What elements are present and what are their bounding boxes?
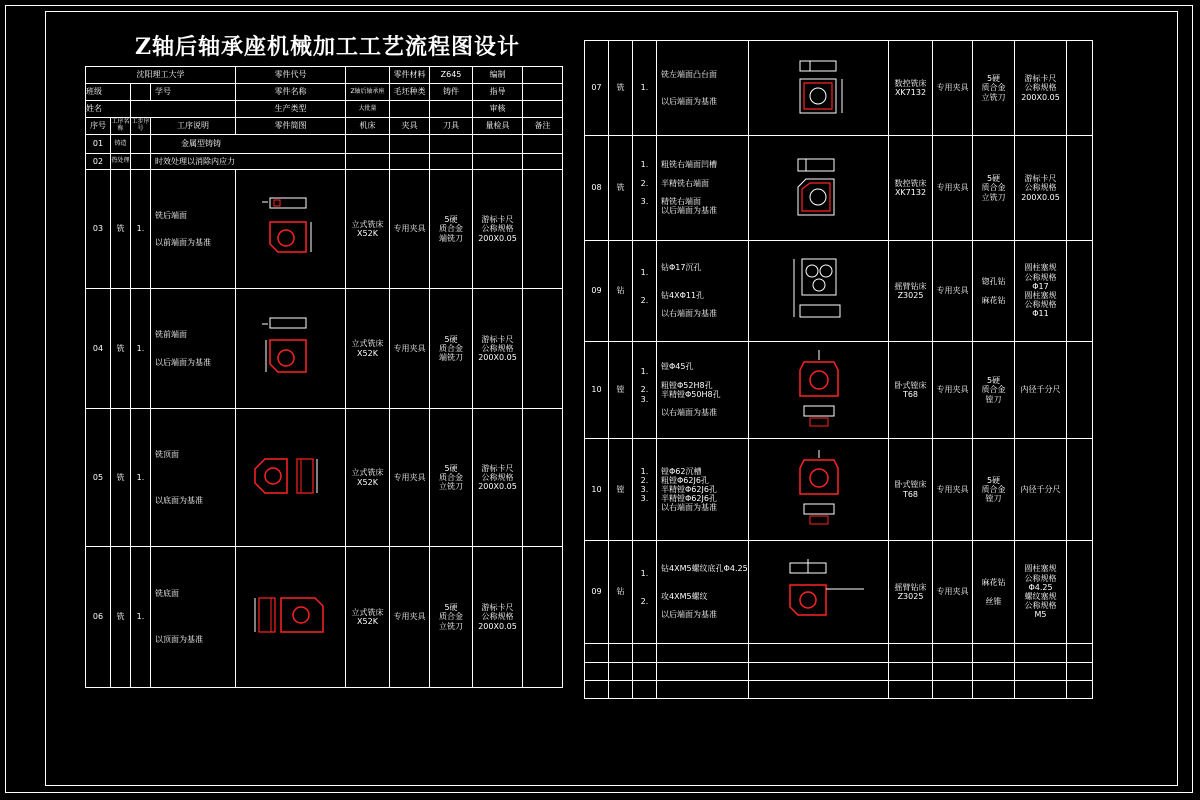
row-desc: 金属型铸铸 bbox=[151, 135, 346, 154]
guide-label: 指导 bbox=[473, 84, 523, 101]
table-row bbox=[585, 439, 1093, 541]
part-sketch-03 bbox=[256, 194, 326, 264]
row-name: 铣 bbox=[111, 289, 131, 409]
row-desc: 钻Φ17沉孔 钻4XΦ11孔 以右端面为基准 bbox=[657, 241, 749, 342]
row-tool: 5硬 质合金 端铣刀 bbox=[430, 170, 473, 289]
table-row bbox=[585, 541, 1093, 644]
row-tool: 5硬 质合金 立铣刀 bbox=[973, 41, 1015, 136]
row-no: 09 bbox=[585, 541, 609, 644]
row-fixture: 专用夹具 bbox=[933, 136, 973, 241]
row-step: 1. bbox=[131, 409, 151, 547]
row-no: 09 bbox=[585, 241, 609, 342]
part-sketch-07 bbox=[774, 53, 864, 123]
row-desc: 钻4XM5螺纹底孔Φ4.25 攻4XM5螺纹 以后端面为基准 bbox=[657, 541, 749, 644]
table-row bbox=[86, 547, 563, 688]
part-sketch bbox=[749, 541, 889, 644]
row-no: 08 bbox=[585, 136, 609, 241]
row-name: 镗 bbox=[609, 439, 633, 541]
row-tool: 5硬 质合金 立铣刀 bbox=[430, 409, 473, 547]
row-desc: 铣底面 以顶面为基准 bbox=[151, 547, 236, 688]
row-machine: 摇臂钻床 Z3025 bbox=[889, 541, 933, 644]
row-desc: 铣后端面 以前端面为基准 bbox=[151, 170, 236, 289]
row-machine: 立式铣床 X52K bbox=[346, 170, 390, 289]
part-sketch-10a bbox=[774, 348, 864, 432]
part-name-label: 零件名称 bbox=[236, 84, 346, 101]
row-fixture: 专用夹具 bbox=[390, 409, 430, 547]
row-machine: 数控铣床 XK7132 bbox=[889, 136, 933, 241]
row-tool: 锪孔钻 麻花钻 bbox=[973, 241, 1015, 342]
part-sketch-10b bbox=[774, 448, 864, 532]
row-measure: 游标卡尺 公称规格 200X0.05 bbox=[473, 547, 523, 688]
row-desc: 铣左端面凸台面 以后端面为基准 bbox=[657, 41, 749, 136]
empty-row bbox=[585, 644, 1093, 663]
row-step: 1. 2. 3. 3. bbox=[633, 439, 657, 541]
row-no: 07 bbox=[585, 41, 609, 136]
part-name-value: Z轴后轴承座 bbox=[346, 84, 390, 101]
part-sketch-04 bbox=[256, 314, 326, 384]
row-measure: 游标卡尺 公称规格 200X0.05 bbox=[473, 409, 523, 547]
row-tool: 5硬 质合金 端铣刀 bbox=[430, 289, 473, 409]
table-row bbox=[585, 136, 1093, 241]
part-sketch bbox=[236, 409, 346, 547]
part-sketch-06 bbox=[251, 592, 331, 642]
row-step: 1. 2. bbox=[633, 541, 657, 644]
col-sketch: 零件简图 bbox=[236, 118, 346, 135]
row-step: 1. bbox=[131, 170, 151, 289]
row-step: 1. 2. 3. bbox=[633, 136, 657, 241]
row-no: 02 bbox=[86, 154, 111, 170]
row-tool: 5硬 质合金 镗刀 bbox=[973, 342, 1015, 439]
part-sketch bbox=[749, 241, 889, 342]
row-step: 1. bbox=[633, 41, 657, 136]
col-tool: 刀具 bbox=[430, 118, 473, 135]
col-no: 序号 bbox=[86, 118, 111, 135]
table-row bbox=[86, 170, 563, 289]
part-sketch bbox=[749, 439, 889, 541]
row-name: 铣 bbox=[111, 547, 131, 688]
drawn-label: 编制 bbox=[473, 67, 523, 84]
row-machine: 卧式镗床 T68 bbox=[889, 439, 933, 541]
blank-value: 铸件 bbox=[430, 84, 473, 101]
row-measure: 游标卡尺 公称规格 200X0.05 bbox=[473, 170, 523, 289]
column-header-row bbox=[86, 118, 563, 135]
row-desc: 铣前端面 以后端面为基准 bbox=[151, 289, 236, 409]
empty-row bbox=[585, 681, 1093, 699]
row-fixture: 专用夹具 bbox=[933, 541, 973, 644]
process-table-left bbox=[85, 66, 563, 688]
school-name: 沈阳理工大学 bbox=[86, 67, 236, 84]
row-name: 铣 bbox=[609, 136, 633, 241]
row-fixture: 专用夹具 bbox=[390, 289, 430, 409]
part-sketch bbox=[236, 289, 346, 409]
part-sketch bbox=[749, 342, 889, 439]
part-sketch-09a bbox=[774, 251, 864, 331]
row-fixture: 专用夹具 bbox=[390, 547, 430, 688]
table-row bbox=[86, 289, 563, 409]
part-sketch bbox=[749, 136, 889, 241]
row-desc: 铣顶面 以底面为基准 bbox=[151, 409, 236, 547]
row-name: 铣 bbox=[111, 170, 131, 289]
empty-row bbox=[585, 663, 1093, 681]
row-desc: 时效处理以消除内应力 bbox=[151, 154, 346, 170]
row-fixture: 专用夹具 bbox=[390, 170, 430, 289]
row-machine: 立式铣床 X52K bbox=[346, 289, 390, 409]
col-machine: 机床 bbox=[346, 118, 390, 135]
col-remark: 备注 bbox=[523, 118, 563, 135]
row-measure: 游标卡尺 公称规格 200X0.05 bbox=[1015, 41, 1067, 136]
row-name: 铸造 bbox=[111, 135, 131, 154]
part-sketch bbox=[749, 41, 889, 136]
row-name: 铣 bbox=[111, 409, 131, 547]
row-step: 1. 2. bbox=[633, 241, 657, 342]
row-fixture: 专用夹具 bbox=[933, 41, 973, 136]
row-machine: 卧式镗床 T68 bbox=[889, 342, 933, 439]
part-sketch-08 bbox=[774, 153, 864, 223]
col-step: 工步序号 bbox=[131, 118, 151, 135]
name-label: 姓名 bbox=[86, 101, 131, 118]
table-row bbox=[86, 135, 563, 154]
row-machine: 数控铣床 XK7132 bbox=[889, 41, 933, 136]
blank-label: 毛坯种类 bbox=[390, 84, 430, 101]
row-name: 镗 bbox=[609, 342, 633, 439]
row-tool: 5硬 质合金 立铣刀 bbox=[430, 547, 473, 688]
row-desc: 粗铣右端面凹槽 半精铣右端面 精铣右端面 以后端面为基准 bbox=[657, 136, 749, 241]
row-fixture: 专用夹具 bbox=[933, 439, 973, 541]
row-measure: 内径千分尺 bbox=[1015, 342, 1067, 439]
row-name: 钻 bbox=[609, 541, 633, 644]
part-sketch bbox=[236, 547, 346, 688]
material-value: Z645 bbox=[430, 67, 473, 84]
row-desc: 镗Φ45孔 粗镗Φ52H8孔 半精镗Φ50H8孔 以右端面为基准 bbox=[657, 342, 749, 439]
row-machine: 摇臂钻床 Z3025 bbox=[889, 241, 933, 342]
part-sketch-09b bbox=[764, 557, 874, 627]
row-measure: 圆柱塞规 公称规格 Φ4.25 螺纹塞规 公称规格 M5 bbox=[1015, 541, 1067, 644]
row-tool: 麻花钻 丝锥 bbox=[973, 541, 1015, 644]
row-measure: 圆柱塞规 公称规格 Φ17 圆柱塞规 公称规格 Φ11 bbox=[1015, 241, 1067, 342]
student-no-label: 学号 bbox=[151, 84, 236, 101]
row-name: 热处理 bbox=[111, 154, 131, 170]
row-name: 铣 bbox=[609, 41, 633, 136]
col-measure: 量检具 bbox=[473, 118, 523, 135]
table-row bbox=[585, 342, 1093, 439]
table-row bbox=[86, 409, 563, 547]
row-no: 03 bbox=[86, 170, 111, 289]
row-tool: 5硬 质合金 镗刀 bbox=[973, 439, 1015, 541]
row-no: 04 bbox=[86, 289, 111, 409]
row-step: 1. 2. 3. bbox=[633, 342, 657, 439]
row-step: 1. bbox=[131, 289, 151, 409]
part-sketch-05 bbox=[251, 453, 331, 503]
row-measure: 内径千分尺 bbox=[1015, 439, 1067, 541]
row-fixture: 专用夹具 bbox=[933, 342, 973, 439]
row-no: 06 bbox=[86, 547, 111, 688]
table-row bbox=[585, 41, 1093, 136]
row-measure: 游标卡尺 公称规格 200X0.05 bbox=[1015, 136, 1067, 241]
production-label: 生产类型 bbox=[236, 101, 346, 118]
material-label: 零件材料 bbox=[390, 67, 430, 84]
row-machine: 立式铣床 X52K bbox=[346, 409, 390, 547]
row-step: 1. bbox=[131, 547, 151, 688]
class-label: 班级 bbox=[86, 84, 131, 101]
row-no: 01 bbox=[86, 135, 111, 154]
row-no: 10 bbox=[585, 439, 609, 541]
row-tool: 5硬 质合金 立铣刀 bbox=[973, 136, 1015, 241]
col-name: 工序名称 bbox=[111, 118, 131, 135]
process-table-right bbox=[584, 40, 1093, 699]
col-desc: 工序说明 bbox=[151, 118, 236, 135]
check-label: 审核 bbox=[473, 101, 523, 118]
row-name: 钻 bbox=[609, 241, 633, 342]
page-title: Z轴后轴承座机械加工工艺流程图设计 bbox=[135, 34, 521, 60]
part-code-label: 零件代号 bbox=[236, 67, 346, 84]
table-row bbox=[86, 154, 563, 170]
row-measure: 游标卡尺 公称规格 200X0.05 bbox=[473, 289, 523, 409]
row-desc: 镗Φ62沉槽 粗镗Φ62J6孔 半精镗Φ62J6孔 半精镗Φ62J6孔 以右端面为基准 bbox=[657, 439, 749, 541]
production-value: 大批量 bbox=[346, 101, 390, 118]
row-fixture: 专用夹具 bbox=[933, 241, 973, 342]
col-fixture: 夹具 bbox=[390, 118, 430, 135]
row-machine: 立式铣床 X52K bbox=[346, 547, 390, 688]
row-no: 10 bbox=[585, 342, 609, 439]
row-no: 05 bbox=[86, 409, 111, 547]
table-row bbox=[585, 241, 1093, 342]
part-sketch bbox=[236, 170, 346, 289]
